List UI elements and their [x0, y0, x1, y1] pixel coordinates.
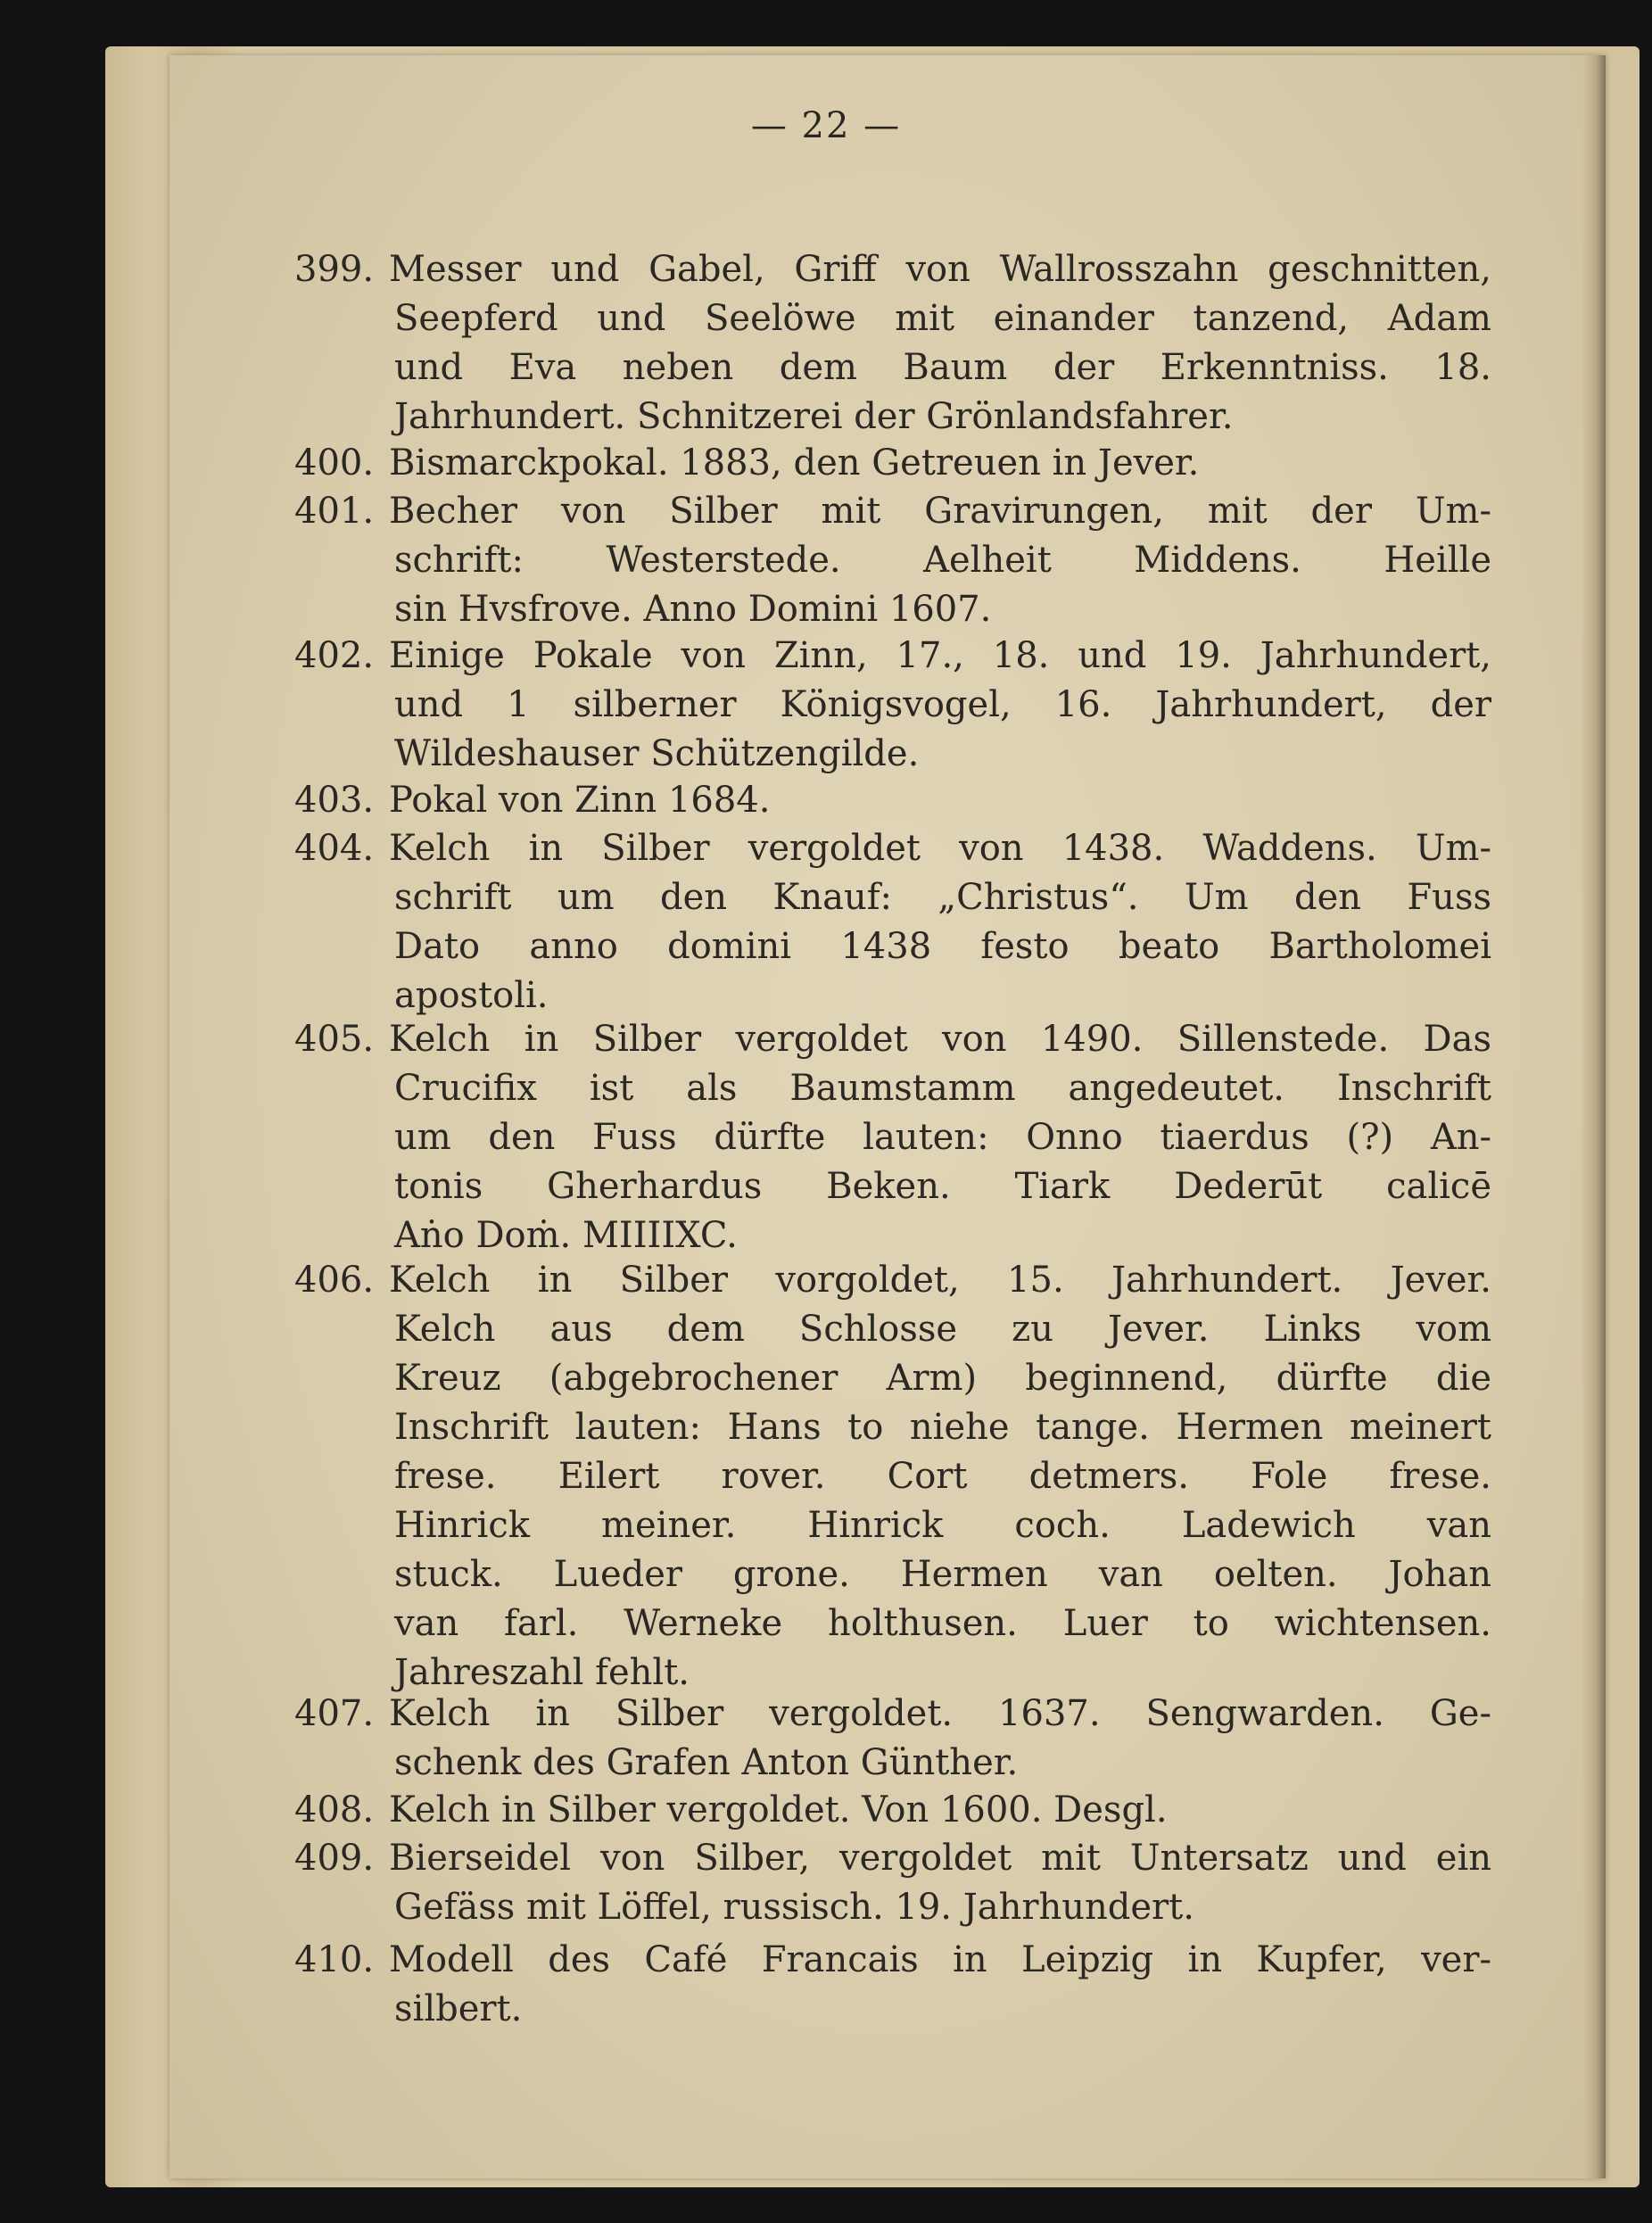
- entry-number: 403.: [294, 780, 375, 821]
- entry-line: schrift um den Knauf: „Christus“. Um den Fuss: [394, 877, 1491, 918]
- entry-line: Kelch in Silber vergoldet von 1490. Sillenstede. Das: [389, 1019, 1491, 1060]
- entry-text: [389, 1786, 1491, 1835]
- entry-text: [389, 1690, 1491, 1788]
- entry-number: 406.: [294, 1260, 375, 1301]
- entry-line: Jahreszahl fehlt.: [394, 1652, 690, 1693]
- entry-line: Pokal von Zinn 1684.: [389, 780, 771, 821]
- entry-line: Kelch in Silber vergoldet von 1438. Waddens. Um-: [389, 828, 1491, 869]
- entry-text: [389, 1256, 1491, 1698]
- entry-number: 408.: [294, 1789, 375, 1830]
- entry-line: frese. Eilert rover. Cort detmers. Fole frese.: [394, 1456, 1491, 1497]
- entry-line: Becher von Silber mit Gravirungen, mit der Um-: [389, 491, 1491, 532]
- entry-line: Kelch in Silber vorgoldet, 15. Jahrhundert. Jever.: [389, 1260, 1491, 1301]
- entry-line: Seepferd und Seelöwe mit einander tanzend, Adam: [394, 298, 1491, 339]
- entry-text: [389, 439, 1491, 488]
- entry-number: 407.: [294, 1693, 375, 1734]
- entry-number: 399.: [294, 249, 375, 290]
- entry-line: silbert.: [394, 1988, 523, 2029]
- entry-line: apostoli.: [394, 975, 549, 1016]
- entry-line: stuck. Lueder grone. Hermen van oelten. Johan: [394, 1554, 1491, 1595]
- entry-text: [389, 1834, 1491, 1932]
- entry-line: Dato anno domini 1438 festo beato Bartholomei: [394, 926, 1491, 967]
- entry-line: Kelch in Silber vergoldet. 1637. Sengwarden. Ge-: [389, 1693, 1491, 1734]
- entry-line: und 1 silberner Königsvogel, 16. Jahrhundert, der: [394, 684, 1491, 725]
- entry-number: 405.: [294, 1019, 375, 1060]
- entry-line: Wildeshauser Schützengilde.: [394, 733, 920, 774]
- entry-line: Jahrhundert. Schnitzerei der Grönlandsfahrer.: [394, 396, 1234, 437]
- entry-number: 401.: [294, 491, 375, 532]
- entry-line: Inschrift lauten: Hans to niehe tange. Hermen meinert: [394, 1407, 1491, 1448]
- entry-line: Kreuz (abgebrochener Arm) beginnend, dürfte die: [394, 1358, 1491, 1399]
- entry-text: [389, 632, 1491, 779]
- entry-line: Hinrick meiner. Hinrick coch. Ladewich van: [394, 1505, 1491, 1546]
- entry-text: [389, 487, 1491, 634]
- entry-line: Einige Pokale von Zinn, 17., 18. und 19. Jahrhundert,: [389, 635, 1491, 676]
- entry-line: und Eva neben dem Baum der Erkenntniss. 18.: [394, 347, 1491, 388]
- page-gutter-shadow: [1582, 55, 1606, 2178]
- entry-line: Kelch aus dem Schlosse zu Jever. Links vom: [394, 1309, 1491, 1350]
- entry-number: 400.: [294, 442, 375, 483]
- entry-line: Modell des Café Francais in Leipzig in Kupfer, ver-: [389, 1939, 1491, 1980]
- entry-line: Kelch in Silber vergoldet. Von 1600. Desgl.: [389, 1789, 1168, 1830]
- entry-line: Aṅo Doṁ. MIIIIXC.: [394, 1215, 738, 1256]
- entry-line: um den Fuss dürfte lauten: Onno tiaerdus (?) An-: [394, 1117, 1491, 1158]
- entry-line: Crucifix ist als Baumstamm angedeutet. Inschrift: [394, 1068, 1491, 1109]
- entry-line: van farl. Werneke holthusen. Luer to wichtensen.: [394, 1603, 1491, 1644]
- entry-text: [389, 824, 1491, 1021]
- entry-line: Gefäss mit Löffel, russisch. 19. Jahrhundert.: [394, 1887, 1194, 1928]
- entry-text: [389, 1015, 1491, 1260]
- entry-line: schenk des Grafen Anton Günther.: [394, 1742, 1019, 1783]
- entry-line: Bismarckpokal. 1883, den Getreuen in Jever.: [389, 442, 1200, 483]
- entry-number: 409.: [294, 1838, 375, 1879]
- entry-line: Messer und Gabel, Griff von Wallrosszahn geschnitten,: [389, 249, 1491, 290]
- entry-text: [389, 1936, 1491, 2034]
- entry-text: [389, 245, 1491, 442]
- entry-line: Bierseidel von Silber, vergoldet mit Untersatz und ein: [389, 1838, 1491, 1879]
- entry-line: schrift: Westerstede. Aelheit Middens. Heille: [394, 540, 1491, 581]
- entry-line: sin Hvsfrove. Anno Domini 1607.: [394, 589, 992, 630]
- entry-line: tonis Gherhardus Beken. Tiark Dederūt calicē: [394, 1166, 1491, 1207]
- entry-text: [389, 776, 1491, 825]
- entry-number: 402.: [294, 635, 375, 676]
- entry-number: 404.: [294, 828, 375, 869]
- entry-number: 410.: [294, 1939, 375, 1980]
- page-number: — 22 —: [750, 105, 902, 146]
